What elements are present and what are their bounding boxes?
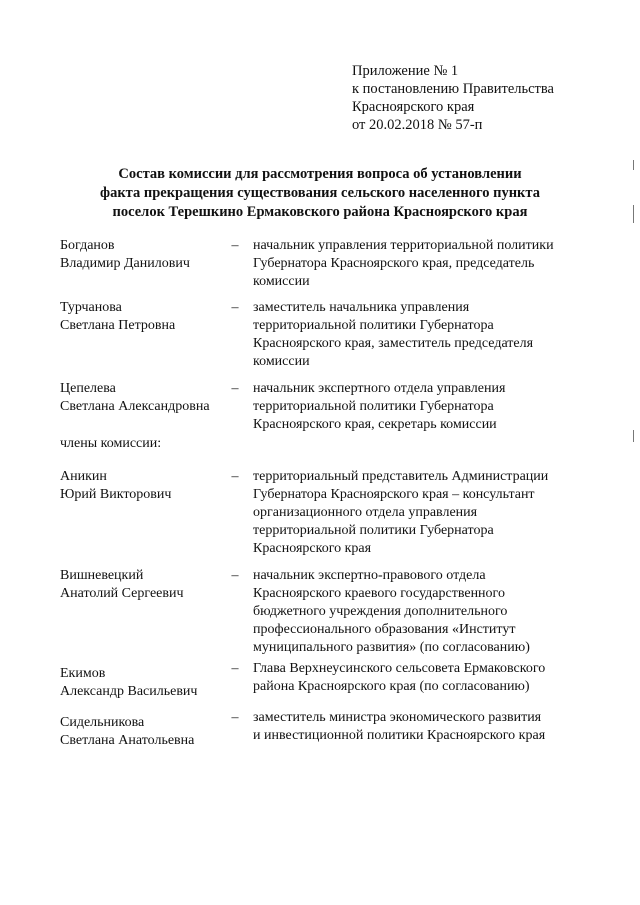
document-title bbox=[60, 165, 580, 222]
member-role: Глава Верхнеусинского сельсовета Ермаковского района Красноярского края (по согласованию) bbox=[253, 661, 546, 694]
member-name: Екимов Александр Васильевич bbox=[60, 666, 198, 699]
appendix-line: Приложение № 1 bbox=[352, 63, 459, 79]
member-role: начальник экспертно-правового отдела Красноярского краевого государственного бюджетного учреждения дополнительного профессионального образования «Институт муниципального развития» (по согласованию) bbox=[253, 568, 530, 655]
dash-separator: – bbox=[231, 568, 239, 583]
dash-separator: – bbox=[231, 238, 239, 253]
scan-mark bbox=[633, 160, 634, 170]
member-name: Богданов Владимир Данилович bbox=[60, 238, 190, 271]
member-name: Турчанова Светлана Петровна bbox=[60, 300, 176, 333]
appendix-header bbox=[352, 62, 622, 134]
dash-separator: – bbox=[231, 469, 239, 484]
member-role: заместитель начальника управления территориальной политики Губернатора Красноярского края, заместитель председателя комиссии bbox=[253, 300, 534, 369]
title-line: факта прекращения существования сельского населенного пункта bbox=[100, 185, 540, 201]
appendix-line: Красноярского края bbox=[352, 99, 475, 115]
title-line: поселок Терешкино Ермаковского района Красноярского края bbox=[112, 204, 528, 220]
member-role: заместитель министра экономического развития и инвестиционной политики Красноярского края bbox=[253, 710, 546, 743]
member-name: Сидельникова Светлана Анатольевна bbox=[60, 715, 195, 748]
members-label: члены комиссии: bbox=[60, 436, 162, 451]
member-role: начальник экспертного отдела управления территориальной политики Губернатора Красноярского края, секретарь комиссии bbox=[253, 381, 506, 432]
scan-mark bbox=[633, 430, 634, 442]
appendix-line: от 20.02.2018 № 57-п bbox=[352, 117, 483, 133]
member-name: Аникин Юрий Викторович bbox=[60, 469, 172, 502]
dash-separator: – bbox=[231, 661, 239, 676]
member-role: начальник управления территориальной политики Губернатора Красноярского края, председатель комиссии bbox=[253, 238, 554, 289]
dash-separator: – bbox=[231, 381, 239, 396]
dash-separator: – bbox=[231, 710, 239, 725]
appendix-line: к постановлению Правительства bbox=[352, 81, 554, 97]
scan-mark bbox=[633, 205, 634, 223]
title-line: Состав комиссии для рассмотрения вопроса об установлении bbox=[118, 166, 522, 182]
member-role: территориальный представитель Администрации Губернатора Красноярского края – консультант организационного отдела управления территориальной политики Губернатора Красноярского края bbox=[253, 469, 549, 556]
member-name: Цепелева Светлана Александровна bbox=[60, 381, 210, 414]
member-name: Вишневецкий Анатолий Сергеевич bbox=[60, 568, 184, 601]
dash-separator: – bbox=[231, 300, 239, 315]
